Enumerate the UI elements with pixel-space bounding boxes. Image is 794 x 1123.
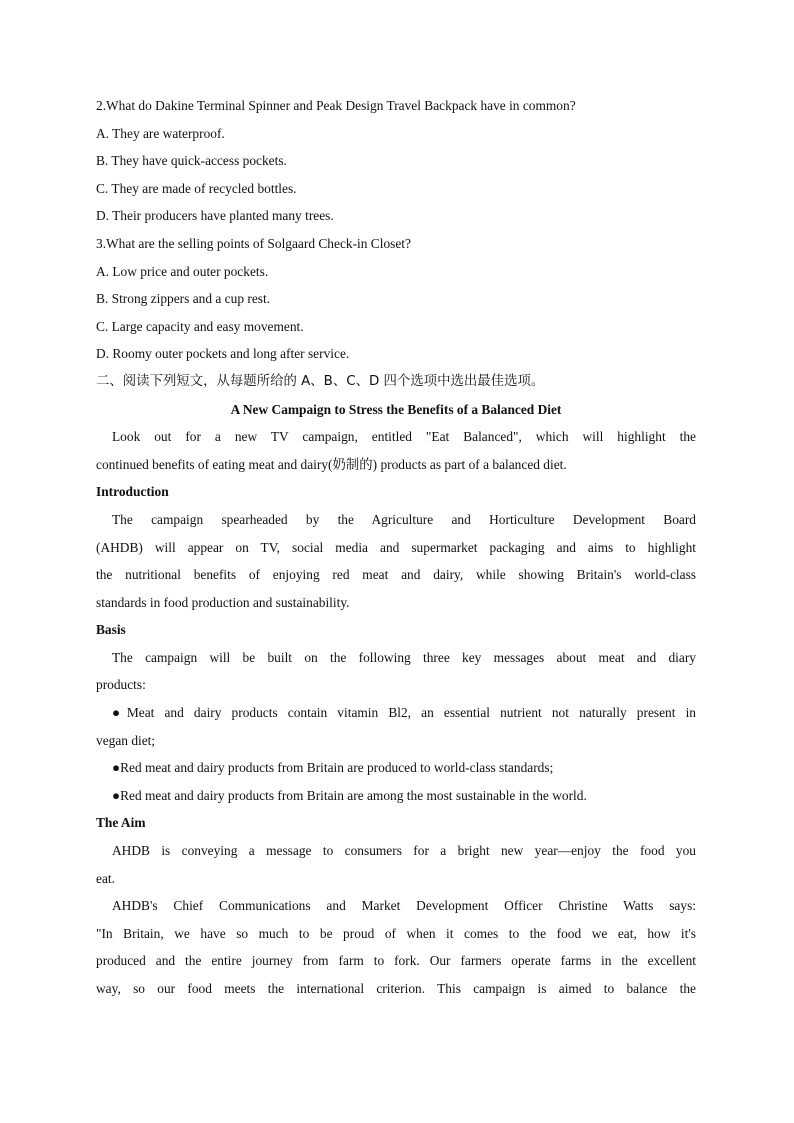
option-a: A. Low price and outer pockets.: [96, 263, 269, 279]
option-b: B. Strong zippers and a cup rest.: [96, 291, 271, 307]
quote-line: produced and the entire journey from farm to fork. Our farmers operate farms in the excellent: [96, 953, 696, 969]
page-content: [96, 92, 696, 1003]
basis-heading: Basis: [96, 622, 126, 638]
section-heading: 二、阅读下列短文，从每题所给的 A、B、C、D 四个选项中选出最佳选项。: [96, 373, 545, 389]
aim-line: AHDB is conveying a message to consumers for a bright new year—enjoy the food you: [112, 843, 696, 859]
question-stem: 2.What do Dakine Terminal Spinner and Peak Design Travel Backpack have in common?: [96, 98, 576, 113]
aim-line: eat.: [96, 870, 115, 886]
option-d: D. Their producers have planted many trees.: [96, 208, 334, 224]
bullet-item: ●Red meat and dairy products from Britain are produced to world-class standards;: [112, 760, 554, 776]
bullet-item-continued: vegan diet;: [96, 732, 156, 748]
introduction-line: (AHDB) will appear on TV, social media and supermarket packaging and aims to highlight: [96, 539, 696, 555]
option-c: C. They are made of recycled bottles.: [96, 180, 297, 196]
option-d: D. Roomy outer pockets and long after service.: [96, 346, 350, 362]
article-title: A New Campaign to Stress the Benefits of a Balanced Diet: [230, 401, 562, 417]
aim-heading: The Aim: [96, 815, 146, 831]
intro-line: continued benefits of eating meat and dairy(奶制的) products as part of a balanced diet.: [96, 456, 567, 472]
introduction-heading: Introduction: [96, 484, 169, 500]
basis-line: The campaign will be built on the following three key messages about meat and diary: [112, 649, 696, 665]
option-b: B. They have quick-access pockets.: [96, 153, 287, 169]
intro-line: Look out for a new TV campaign, entitled "Eat Balanced", which will highlight the: [112, 429, 696, 445]
quote-line: way, so our food meets the international criterion. This campaign is aimed to balance the: [96, 981, 696, 996]
bullet-item: ●Meat and dairy products contain vitamin Bl2, an essential nutrient not naturally present in: [112, 705, 696, 721]
question-3: [96, 230, 696, 368]
bullet-item: ●Red meat and dairy products from Britain are among the most sustainable in the world.: [112, 787, 587, 803]
option-c: C. Large capacity and easy movement.: [96, 318, 304, 334]
introduction-line: the nutritional benefits of enjoying red meat and dairy, while showing Britain's world-class: [96, 567, 696, 583]
basis-line: products:: [96, 677, 146, 693]
quote-line: AHDB's Chief Communications and Market Development Officer Christine Watts says:: [112, 898, 696, 914]
option-a: A. They are waterproof.: [96, 125, 225, 141]
introduction-line: The campaign spearheaded by the Agriculture and Horticulture Development Board: [112, 511, 696, 527]
question-stem: 3.What are the selling points of Solgaard Check-in Closet?: [96, 235, 411, 251]
quote-line: "In Britain, we have so much to be proud of when it comes to the food we eat, how it's: [96, 925, 696, 941]
introduction-line: standards in food production and sustainability.: [96, 594, 350, 610]
question-2: [96, 92, 696, 230]
